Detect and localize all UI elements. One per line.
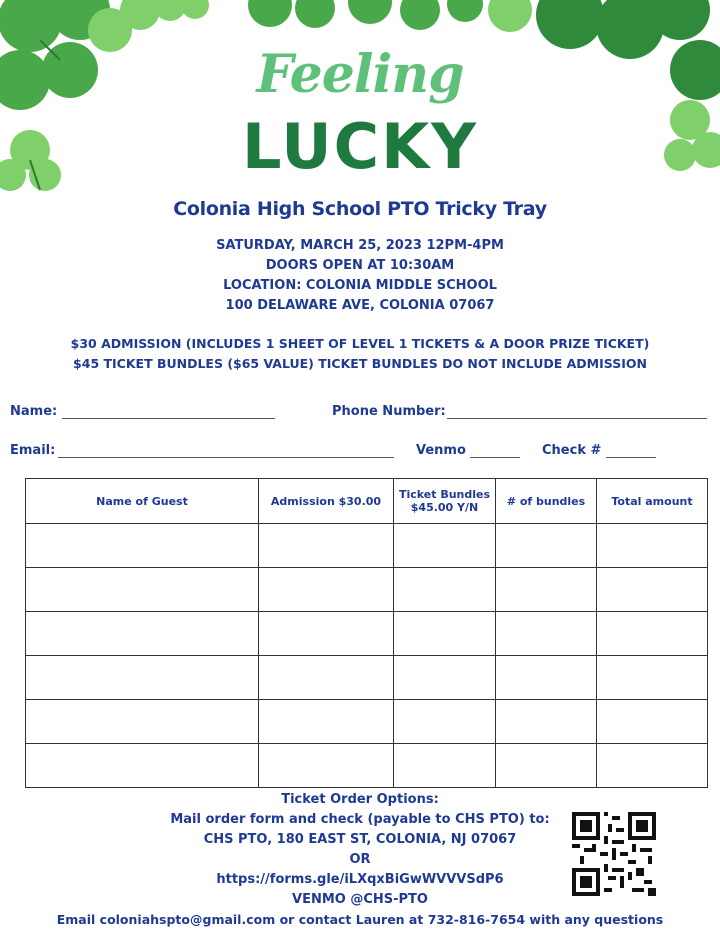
check-field[interactable] <box>606 457 656 458</box>
event-date: SATURDAY, MARCH 25, 2023 12PM-4PM <box>216 238 504 253</box>
table-cell[interactable] <box>26 744 259 788</box>
name-field[interactable] <box>62 418 275 419</box>
check-label: Check # <box>542 443 602 458</box>
header-total-amount: Total amount <box>597 479 708 524</box>
or-separator: OR <box>349 852 371 867</box>
table-row <box>26 700 708 744</box>
table-row <box>26 568 708 612</box>
table-cell[interactable] <box>26 700 259 744</box>
event-address: 100 DELAWARE AVE, COLONIA 07067 <box>225 298 495 313</box>
table-cell[interactable] <box>597 524 708 568</box>
feeling-lucky-logo <box>240 40 480 190</box>
table-row <box>26 524 708 568</box>
table-cell[interactable] <box>26 612 259 656</box>
table-cell[interactable] <box>26 524 259 568</box>
venmo-handle: VENMO @CHS-PTO <box>292 892 428 907</box>
table-cell[interactable] <box>394 524 496 568</box>
phone-field[interactable] <box>447 418 707 419</box>
logo-lucky-text: LUCKY <box>241 110 479 183</box>
pricing-bundles: $45 TICKET BUNDLES ($65 VALUE) TICKET BUNDLES DO NOT INCLUDE ADMISSION <box>73 356 647 371</box>
header-num-bundles: # of bundles <box>496 479 597 524</box>
qr-code-icon[interactable] <box>572 812 656 896</box>
venmo-label: Venmo <box>416 443 466 458</box>
table-header-row <box>26 479 708 524</box>
table-cell[interactable] <box>597 612 708 656</box>
table-cell[interactable] <box>496 612 597 656</box>
logo-feeling-text: Feeling <box>256 44 464 105</box>
header-admission: Admission $30.00 <box>259 479 394 524</box>
mail-address: CHS PTO, 180 EAST ST, COLONIA, NJ 07067 <box>203 832 517 847</box>
contact-info: Email coloniahspto@gmail.com or contact Lauren at 732-816-7654 with any questions <box>56 912 664 927</box>
name-label: Name: <box>10 404 58 419</box>
clover-cluster-top-left-icon <box>0 0 220 200</box>
table-cell[interactable] <box>26 656 259 700</box>
table-cell[interactable] <box>496 568 597 612</box>
table-cell[interactable] <box>394 568 496 612</box>
email-field[interactable] <box>58 457 394 458</box>
header-ticket-bundles: Ticket Bundles $45.00 Y/N <box>394 479 496 524</box>
table-row <box>26 744 708 788</box>
table-cell[interactable] <box>26 568 259 612</box>
event-doors: DOORS OPEN AT 10:30AM <box>265 258 455 273</box>
pricing-admission: $30 ADMISSION (INCLUDES 1 SHEET OF LEVEL 1 TICKETS & A DOOR PRIZE TICKET) <box>70 336 650 351</box>
table-cell[interactable] <box>597 656 708 700</box>
table-cell[interactable] <box>597 744 708 788</box>
table-cell[interactable] <box>394 656 496 700</box>
table-cell[interactable] <box>259 744 394 788</box>
table-row <box>26 612 708 656</box>
mail-instructions: Mail order form and check (payable to CHS PTO) to: <box>170 812 550 827</box>
table-cell[interactable] <box>259 700 394 744</box>
page-title: Colonia High School PTO Tricky Tray <box>173 198 547 220</box>
venmo-field[interactable] <box>470 457 520 458</box>
phone-label: Phone Number: <box>332 404 446 419</box>
table-cell[interactable] <box>394 744 496 788</box>
table-cell[interactable] <box>597 700 708 744</box>
email-label: Email: <box>10 443 56 458</box>
clover-cluster-top-center-icon <box>240 0 490 40</box>
clover-cluster-top-right-icon <box>480 0 720 200</box>
table-cell[interactable] <box>496 524 597 568</box>
table-cell[interactable] <box>597 568 708 612</box>
google-form-link[interactable]: https://forms.gle/iLXqxBiGwWVVVSdP6 <box>216 872 504 887</box>
guest-table <box>25 478 708 788</box>
table-cell[interactable] <box>259 568 394 612</box>
table-cell[interactable] <box>394 612 496 656</box>
table-cell[interactable] <box>496 744 597 788</box>
order-options-title: Ticket Order Options: <box>281 792 439 807</box>
table-row <box>26 656 708 700</box>
header-name-of-guest: Name of Guest <box>26 479 259 524</box>
table-cell[interactable] <box>259 524 394 568</box>
table-cell[interactable] <box>259 612 394 656</box>
event-location: LOCATION: COLONIA MIDDLE SCHOOL <box>223 278 497 293</box>
table-cell[interactable] <box>496 656 597 700</box>
table-cell[interactable] <box>496 700 597 744</box>
table-cell[interactable] <box>394 700 496 744</box>
table-cell[interactable] <box>259 656 394 700</box>
